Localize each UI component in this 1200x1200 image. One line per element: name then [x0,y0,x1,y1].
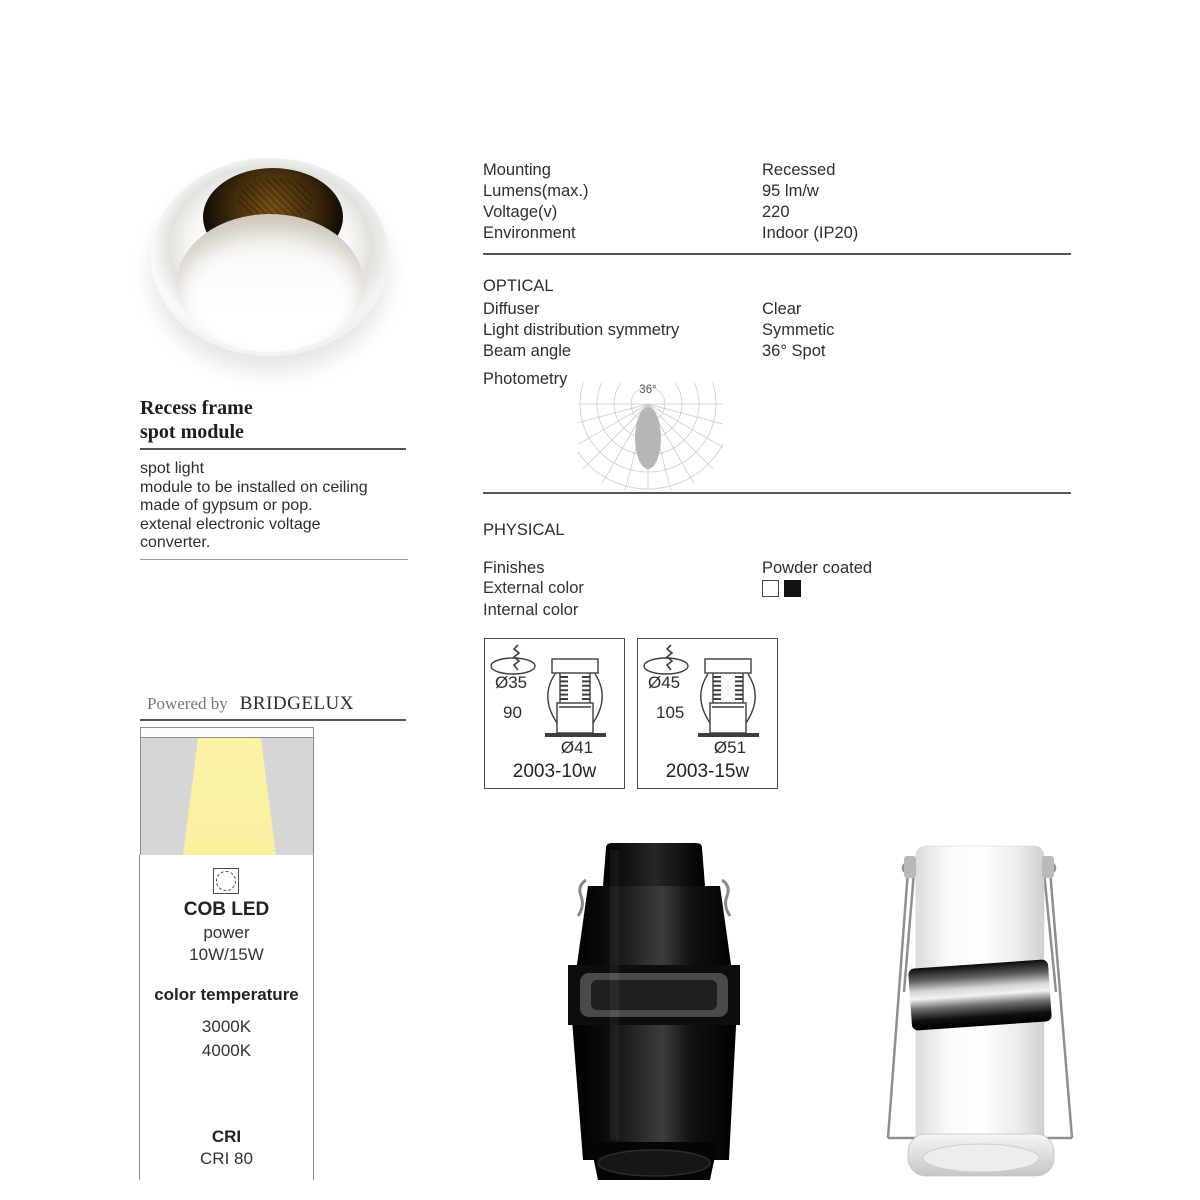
spec-value: Indoor (IP20) [762,224,859,242]
black-spotlight-photo [560,842,748,1182]
product-title-line2: spot module [140,421,244,443]
powered-by-divider [140,719,406,721]
module-info-box [139,855,314,1180]
led-type: COB LED [183,899,270,920]
spec-row-lumens [483,181,1073,202]
spec-value: 95 lm/w [762,182,819,200]
downlight-photo [145,150,395,364]
model-number: 2003-10w [512,761,597,782]
power-value: 10W/15W [189,945,264,964]
dimension-card-15w [637,638,778,789]
spec-value: Symmetic [762,321,835,339]
optical-specs [483,299,1073,362]
spec-row-voltage [483,202,1073,223]
section-divider [483,253,1071,255]
dimension-card-10w [484,638,625,789]
outer-diameter: Ø51 [713,738,747,757]
section-divider [483,492,1071,494]
spec-value: 220 [762,203,790,221]
description-line: converter. [140,534,211,551]
cri-label: CRI [211,1127,242,1146]
description-line: extenal electronic voltage [140,515,321,533]
beam-angle-value: 36° [639,384,657,396]
power-label: power [203,923,250,942]
physical-heading: PHYSICAL [483,521,565,539]
spec-row-environment [483,223,1073,244]
spec-row-beam-angle [483,341,1073,362]
photometry-label: Photometry [483,370,568,388]
downlight-reflector-bowl [177,214,363,352]
product-title [140,396,410,444]
color-swatches [762,580,801,597]
description-line: module to be installed on ceiling [140,478,368,496]
spec-label: Lumens(max.) [483,182,589,200]
general-specs [483,160,1073,244]
title-divider [140,448,406,450]
polar-grid [578,383,723,490]
beam-lobe [635,407,661,469]
spec-value: 36° Spot [762,342,826,360]
powered-by-prefix: Powered by [147,694,228,713]
finishes-label: Finishes [483,559,545,577]
spec-label: Diffuser [483,300,540,318]
description-line: made of gypsum or pop. [140,497,313,514]
model-number: 2003-15w [665,761,750,782]
spec-label: Mounting [483,161,551,179]
spec-label: Voltage(v) [483,203,558,221]
beam-diagram [140,727,314,857]
description-divider [140,559,408,560]
spec-label: Environment [483,224,576,242]
outer-diameter: Ø41 [560,738,594,757]
spec-label: Beam angle [483,342,572,360]
spec-row-symmetry [483,320,1073,341]
swatch-white [762,580,779,597]
cob-led-icon-inner [216,871,236,891]
fixture-height: 90 [503,703,522,722]
internal-color-label: Internal color [483,601,579,619]
brand-name: BRIDGELUX [239,693,355,714]
spec-row-mounting [483,160,1073,181]
optical-heading: OPTICAL [483,277,554,295]
spec-value: Clear [762,300,802,318]
powered-by [147,693,417,715]
chrome-band [908,959,1052,1031]
spec-row-diffuser [483,299,1073,320]
light-beam-shape [141,728,313,856]
clip-block [904,856,916,878]
flange [698,733,759,737]
spec-value: Recessed [762,161,836,179]
spec-label: Light distribution symmetry [483,321,680,339]
color-temp-value: 3000K [201,1017,252,1036]
product-description [140,460,420,553]
clip-block [1042,856,1054,878]
flange [545,733,606,737]
cri-value: CRI 80 [200,1149,253,1168]
cutout-diameter: Ø35 [495,673,528,692]
cutout-diameter: Ø45 [648,673,681,692]
color-temp-label: color temperature [154,985,299,1004]
description-line: spot light [140,460,205,477]
physical-finishes-row [483,558,1073,579]
finishes-value: Powder coated [762,559,873,577]
swatch-black [784,580,801,597]
cob-led-icon [213,868,239,894]
product-title-line1: Recess frame [140,397,253,419]
photometry-polar-chart [578,383,723,490]
fixture-height: 105 [656,703,685,722]
external-color-label: External color [483,579,584,597]
ceiling-strip [141,728,313,738]
color-temp-value: 4000K [201,1041,252,1060]
white-spotlight-photo [878,842,1080,1182]
